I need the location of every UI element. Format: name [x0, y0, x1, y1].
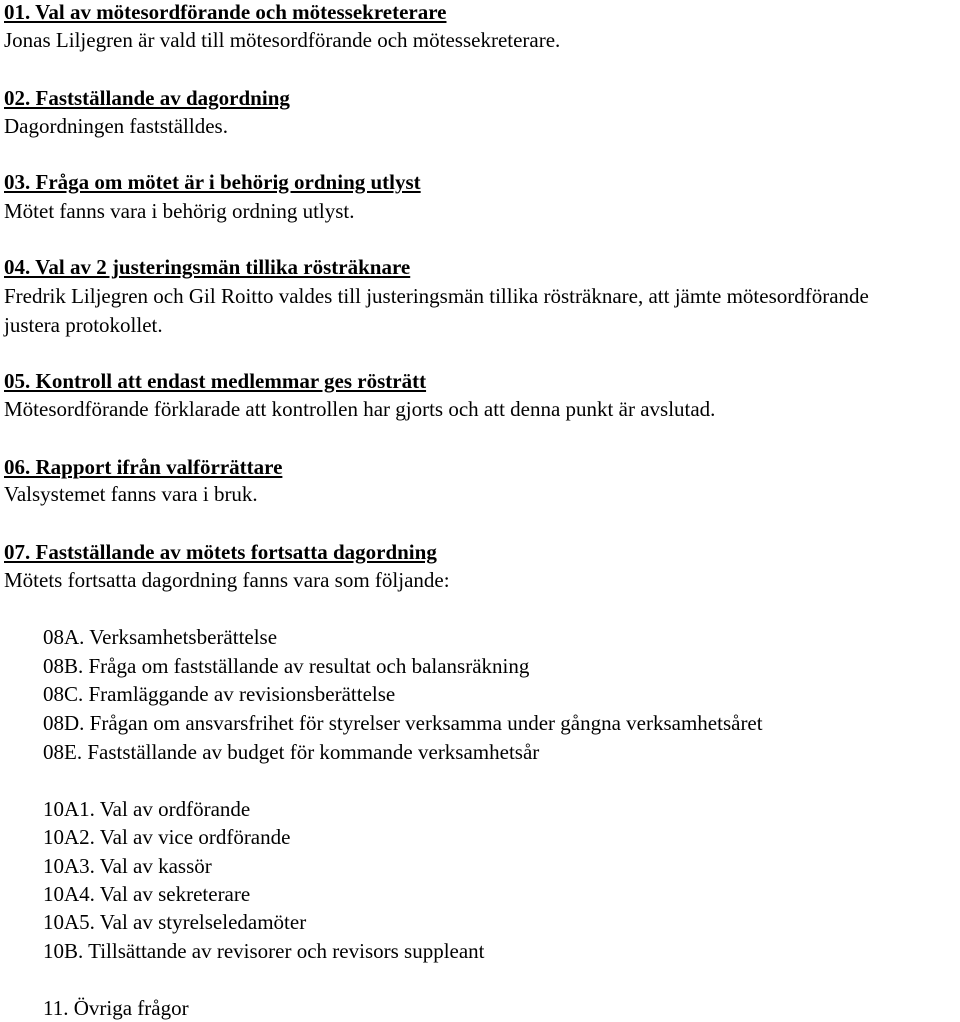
section-03-body: Mötet fanns vara i behörig ordning utlyst.: [4, 199, 355, 223]
section-01-heading: 01. Val av mötesordförande och mötessekreterare: [4, 0, 447, 24]
section-02-body: Dagordningen fastställdes.: [4, 114, 228, 138]
section-02-heading: 02. Fastställande av dagordning: [4, 86, 290, 110]
section-04-body-continued: justera protokollet.: [4, 313, 163, 337]
agenda-item: 10A4. Val av sekreterare: [43, 882, 251, 906]
agenda-item: 10B. Tillsättande av revisorer och revisors suppleant: [43, 939, 485, 963]
section-03-heading: 03. Fråga om mötet är i behörig ordning utlyst: [4, 170, 421, 194]
section-01-body: Jonas Liljegren är vald till mötesordförande och mötessekreterare.: [4, 28, 561, 52]
agenda-item: 08E. Fastställande av budget för kommande verksamhetsår: [43, 740, 540, 764]
agenda-item: 10A3. Val av kassör: [43, 854, 212, 878]
section-06-body: Valsystemet fanns vara i bruk.: [4, 482, 258, 506]
agenda-item: 08A. Verksamhetsberättelse: [43, 625, 278, 649]
section-05-body: Mötesordförande förklarade att kontrollen har gjorts och att denna punkt är avslutad.: [4, 397, 716, 421]
section-06-heading: 06. Rapport ifrån valförrättare: [4, 455, 283, 479]
section-04-heading: 04. Val av 2 justeringsmän tillika rösträknare: [4, 255, 411, 279]
section-04-body: Fredrik Liljegren och Gil Roitto valdes till justeringsmän tillika rösträknare, att jämte mötesordförande: [4, 284, 869, 308]
agenda-item: 08C. Framläggande av revisionsberättelse: [43, 682, 396, 706]
agenda-item: 10A2. Val av vice ordförande: [43, 825, 291, 849]
section-05-heading: 05. Kontroll att endast medlemmar ges rösträtt: [4, 369, 427, 393]
section-07-heading: 07. Fastställande av mötets fortsatta dagordning: [4, 540, 437, 564]
agenda-item: 10A5. Val av styrelseledamöter: [43, 910, 307, 934]
agenda-item: 10A1. Val av ordförande: [43, 797, 251, 821]
section-07-body: Mötets fortsatta dagordning fanns vara som följande:: [4, 568, 450, 592]
agenda-item: 08D. Frågan om ansvarsfrihet för styrelser verksamma under gångna verksamhetsåret: [43, 711, 763, 735]
agenda-item: 08B. Fråga om fastställande av resultat och balansräkning: [43, 654, 530, 678]
agenda-item: 11. Övriga frågor: [43, 996, 189, 1020]
